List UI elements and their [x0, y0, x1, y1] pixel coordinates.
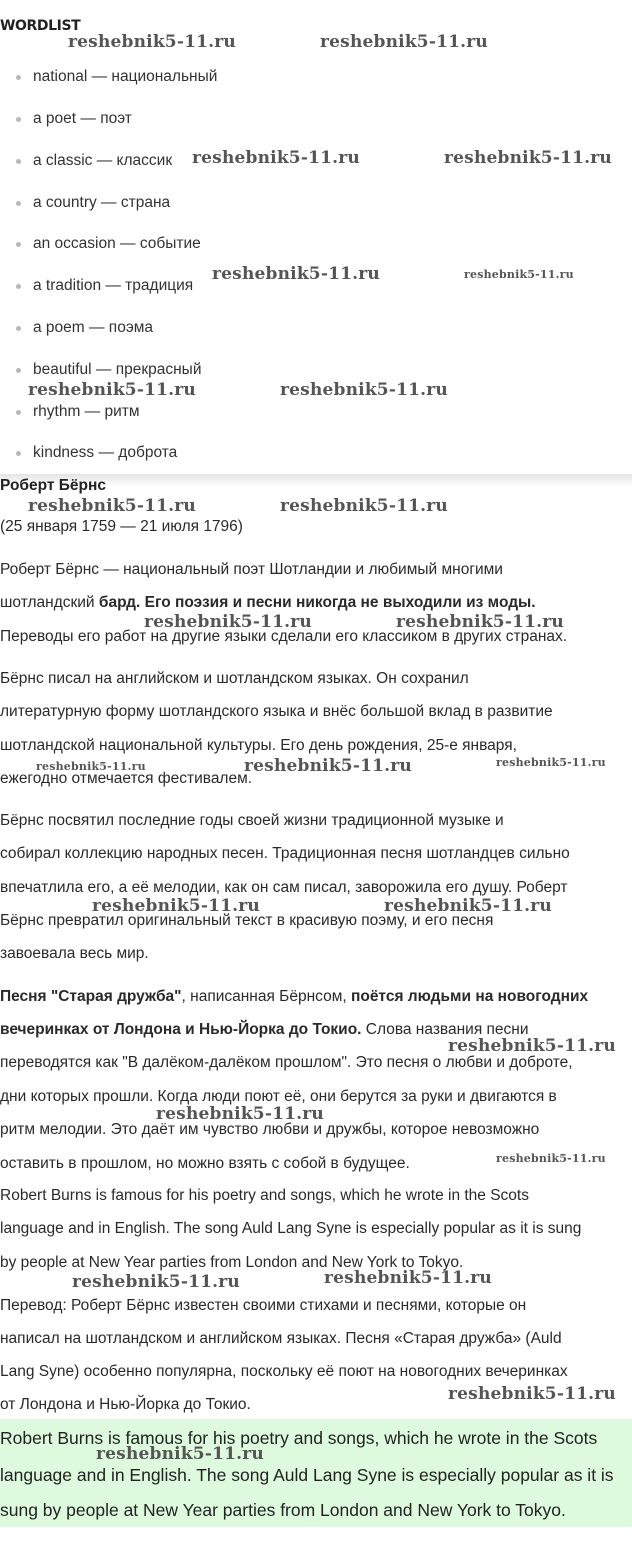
- bold-text: поётся людьми на новогодних: [350, 988, 589, 1005]
- bullet-icon: [16, 410, 21, 415]
- list-item: [33, 360, 201, 380]
- answer-english-line: Robert Burns is famous for his poetry and songs, which he wrote in the Scots: [0, 1187, 529, 1204]
- article-dates: (25 января 1759 — 21 июля 1796): [0, 518, 243, 535]
- bullet-icon: [16, 326, 21, 331]
- watermark-text: reshebnik5-11.ru: [496, 756, 606, 769]
- word-text: beautiful — прекрасный: [33, 361, 202, 378]
- watermark-text: reshebnik5-11.ru: [68, 32, 236, 52]
- watermark-text: reshebnik5-11.ru: [464, 268, 574, 281]
- paragraph-line: Бёрнс посвятил последние годы своей жизни традиционной музыке и: [0, 812, 504, 829]
- paragraph-line: собирал коллекцию народных песен. Традиционная песня шотландцев сильно: [0, 845, 570, 862]
- paragraph-line: впечатлила его, а её мелодии, как он сам писал, заворожила его душу. Роберт: [0, 879, 568, 896]
- word-text: a poem — поэма: [33, 319, 154, 336]
- watermark-text: reshebnik5-11.ru: [384, 896, 552, 916]
- bullet-icon: [16, 368, 21, 373]
- watermark-text: reshebnik5-11.ru: [280, 380, 448, 400]
- answer-english-line: by people at New Year parties from London and New York to Tokyo.: [0, 1254, 464, 1271]
- translation-line: Перевод: Роберт Бёрнс известен своими стихами и песнями, которые он: [0, 1297, 527, 1314]
- watermark-text: reshebnik5-11.ru: [212, 264, 380, 284]
- paragraph-line: Бёрнс превратил оригинальный текст в красивую поэму, и его песня: [0, 912, 494, 929]
- translation-line: Lang Syne) особенно популярна, поскольку её поют на новогодних вечеринках: [0, 1363, 568, 1380]
- watermark-text: reshebnik5-11.ru: [324, 1268, 492, 1288]
- list-item: [33, 109, 132, 129]
- bullet-icon: [16, 242, 21, 247]
- word-text: a classic — классик: [33, 152, 173, 169]
- bold-text: бард. Его поэзия и песни никогда не выходили из моды.: [98, 594, 536, 611]
- watermark-text: reshebnik5-11.ru: [96, 1444, 264, 1464]
- paragraph-line: переводятся как "В далёком-далёком прошлом". Это песня о любви и доброте,: [0, 1054, 573, 1071]
- paragraph-line: ритм мелодии. Это даёт им чувство любви и дружбы, которое невозможно: [0, 1121, 540, 1138]
- bullet-icon: [16, 201, 21, 206]
- word-text: a poet — поэт: [33, 110, 132, 127]
- bullet-icon: [16, 117, 21, 122]
- paragraph-line: шотландской национальной культуры. Его день рождения, 25-е января,: [0, 737, 517, 754]
- highlight-line: language and in English. The song Auld Lang Syne is especially popular as it is: [0, 1465, 614, 1485]
- bullet-icon: [16, 159, 21, 164]
- highlight-line: sung by people at New Year parties from London and New York to Tokyo.: [0, 1500, 566, 1520]
- paragraph-line: дни которых прошли. Когда люди поют её, они берутся за руки и двигаются в: [0, 1088, 557, 1105]
- watermark-text: reshebnik5-11.ru: [36, 760, 146, 773]
- watermark-text: reshebnik5-11.ru: [396, 612, 564, 632]
- bold-text: вечеринках от Лондона и Нью-Йорка до Токио.: [0, 1021, 362, 1038]
- word-text: rhythm — ритм: [33, 403, 140, 420]
- translation-line: от Лондона и Нью-Йорка до Токио.: [0, 1396, 251, 1413]
- article-title: Роберт Бёрнс: [0, 477, 106, 494]
- watermark-text: reshebnik5-11.ru: [444, 148, 612, 168]
- watermark-text: reshebnik5-11.ru: [28, 380, 196, 400]
- watermark-text: reshebnik5-11.ru: [28, 496, 196, 516]
- watermark-text: reshebnik5-11.ru: [192, 148, 360, 168]
- list-item: [33, 402, 140, 422]
- wordlist-panel: [0, 0, 632, 474]
- bullet-icon: [16, 451, 21, 456]
- watermark-text: reshebnik5-11.ru: [72, 1272, 240, 1292]
- paragraph-line: литературную форму шотландского языка и внёс большой вклад в развитие: [0, 703, 553, 720]
- paragraph-line: ежегодно отмечается фестивалем.: [0, 770, 253, 787]
- watermark-text: reshebnik5-11.ru: [320, 32, 488, 52]
- list-item: [33, 318, 153, 338]
- watermark-text: reshebnik5-11.ru: [156, 1104, 324, 1124]
- word-text: national — национальный: [33, 68, 218, 85]
- list-item: [33, 276, 193, 296]
- paragraph-line: оставить в прошлом, но можно взять с собой в будущее.: [0, 1155, 410, 1172]
- paragraph-line: вечеринках от Лондона и Нью-Йорка до Токио. Слова названия песни: [0, 1021, 529, 1038]
- list-item: [33, 67, 217, 87]
- watermark-text: reshebnik5-11.ru: [448, 1384, 616, 1404]
- list-item: [33, 193, 170, 213]
- paragraph-line: Бёрнс писал на английском и шотландском языках. Он сохранил: [0, 670, 469, 687]
- watermark-text: reshebnik5-11.ru: [280, 496, 448, 516]
- word-text: an occasion — событие: [33, 235, 201, 252]
- list-item: [33, 443, 177, 463]
- paragraph-line: Переводы его работ на другие языки сделали его классиком в других странах.: [0, 628, 568, 645]
- watermark-text: reshebnik5-11.ru: [144, 612, 312, 632]
- list-item: [33, 151, 172, 171]
- paragraph-line: шотландский бард. Его поэзия и песни никогда не выходили из моды.: [0, 594, 536, 611]
- bold-text: Песня "Старая дружба": [0, 988, 182, 1005]
- translation-line: написал на шотландском и английском языках. Песня «Старая дружба» (Auld: [0, 1330, 562, 1347]
- watermark-text: reshebnik5-11.ru: [496, 1152, 606, 1165]
- bullet-icon: [16, 284, 21, 289]
- bullet-icon: [16, 75, 21, 80]
- paragraph-line: Роберт Бёрнс — национальный поэт Шотландии и любимый многими: [0, 561, 503, 578]
- paragraph-line: завоевала весь мир.: [0, 945, 149, 962]
- wordlist-title: WORDLIST: [0, 18, 81, 34]
- watermark-text: reshebnik5-11.ru: [244, 756, 412, 776]
- watermark-text: reshebnik5-11.ru: [92, 896, 260, 916]
- word-text: a country — страна: [33, 194, 171, 211]
- highlight-line: Robert Burns is famous for his poetry and songs, which he wrote in the Scots: [0, 1428, 598, 1448]
- word-text: a tradition — традиция: [33, 277, 194, 294]
- list-item: [33, 234, 201, 254]
- answer-english-line: language and in English. The song Auld Lang Syne is especially popular as it is sung: [0, 1220, 582, 1237]
- watermark-text: reshebnik5-11.ru: [448, 1036, 616, 1056]
- word-text: kindness — доброта: [33, 444, 178, 461]
- paragraph-line: Песня "Старая дружба", написанная Бёрнсом, поётся людьми на новогодних: [0, 988, 589, 1005]
